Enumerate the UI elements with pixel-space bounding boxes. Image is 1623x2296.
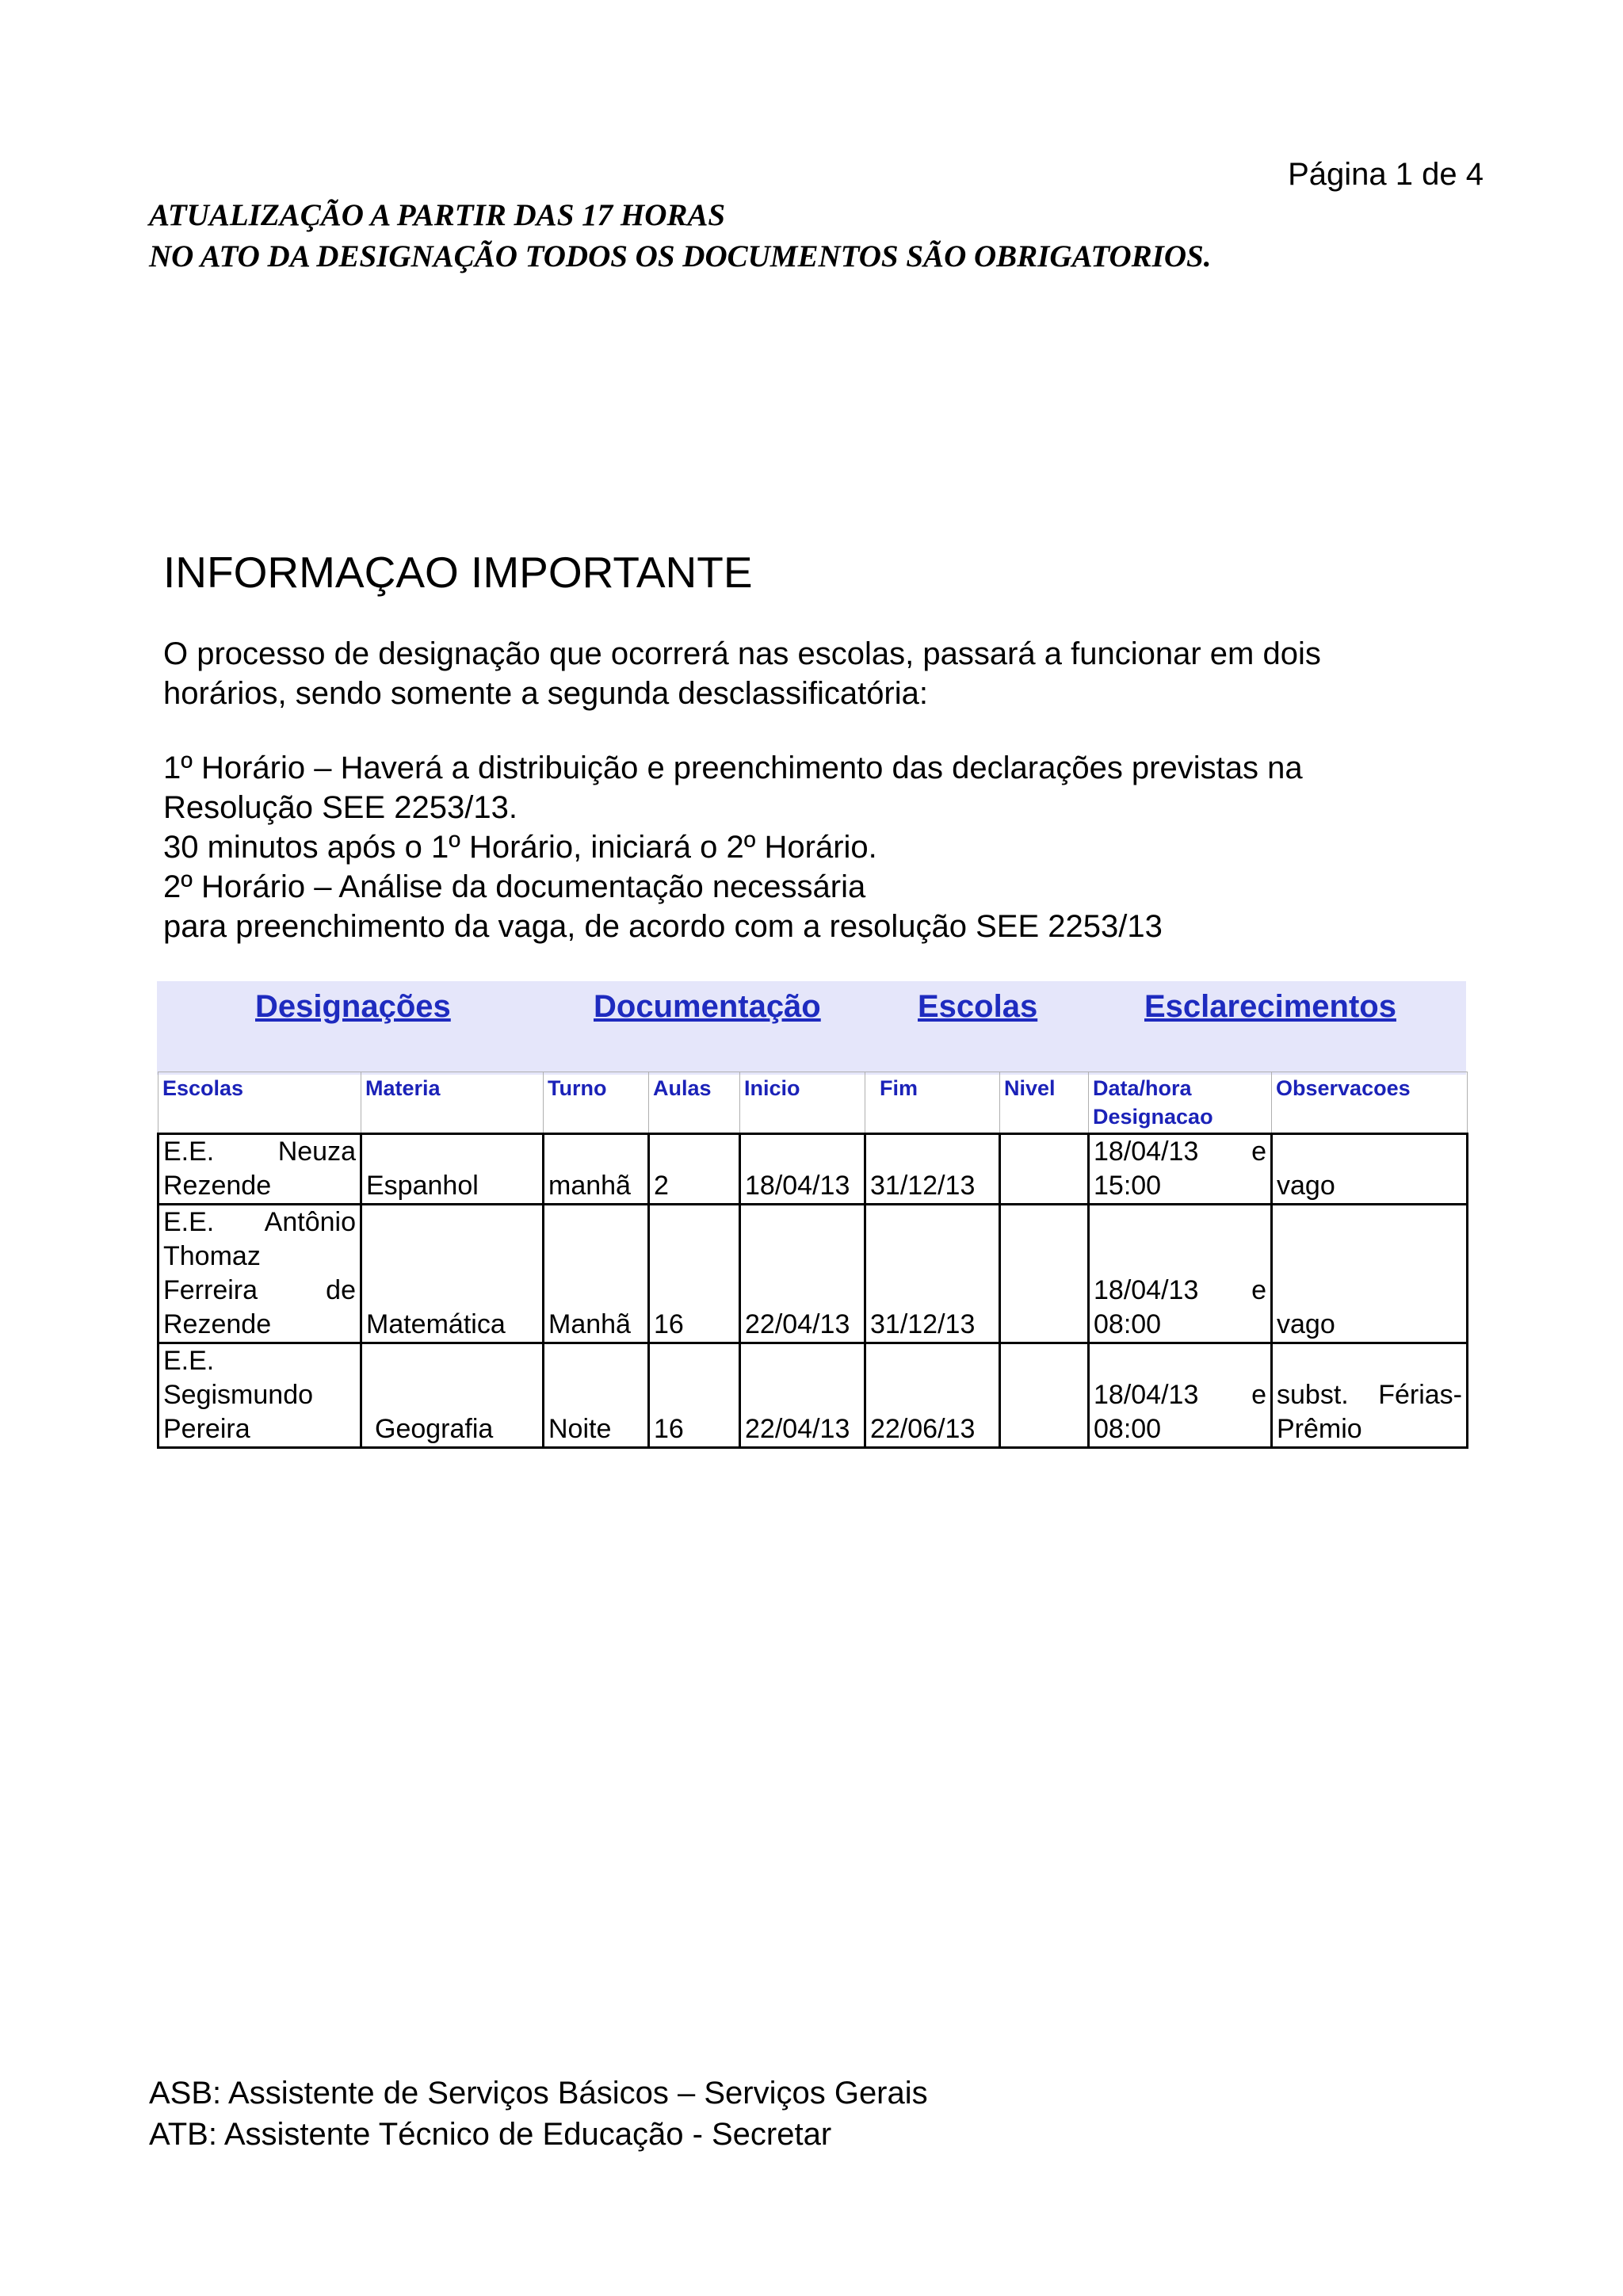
info-paragraph-2-line-2: Resolução SEE 2253/13. [163,790,517,825]
cell-escola: E.E. Antônio Thomaz Ferreira de Rezende [158,1205,361,1343]
page-number: Página 1 de 4 [1288,157,1484,192]
vacancy-table [157,1072,1468,1449]
cell-fim: 31/12/13 [865,1205,1000,1343]
legend-atb: ATB: Assistente Técnico de Educação - Secretar [149,2117,832,2152]
info-body [163,634,1471,946]
cell-fim: 31/12/13 [865,1134,1000,1205]
info-paragraph-1-line-2: horários, sendo somente a segunda desclassificatória: [163,676,928,711]
cell-materia: Matemática [361,1205,544,1343]
cell-nivel [1000,1343,1089,1448]
cell-turno: manhã [544,1134,649,1205]
cell-turno: Noite [544,1343,649,1448]
cell-data-hora: 18/04/13 e 08:00 [1089,1343,1272,1448]
header-data-hora: Data/hora Designacao [1089,1072,1272,1134]
info-paragraph-2-line-4: 2º Horário – Análise da documentação necessária [163,869,866,904]
notice-line-1: ATUALIZAÇÃO A PARTIR DAS 17 HORAS [149,198,726,232]
notice-line-2: NO ATO DA DESIGNAÇÃO TODOS OS DOCUMENTOS SÃO OBRIGATORIOS. [149,239,1212,273]
nav-link-esclarecimentos[interactable]: Esclarecimentos [1144,989,1396,1024]
cell-turno: Manhã [544,1205,649,1343]
header-inicio: Inicio [740,1072,865,1134]
cell-inicio: 18/04/13 [740,1134,865,1205]
table-header-row [158,1072,1468,1134]
cell-escola: E.E. Segismundo Pereira [158,1343,361,1448]
header-aulas: Aulas [649,1072,740,1134]
table-row [158,1205,1468,1343]
cell-materia: Geografia [361,1343,544,1448]
header-turno: Turno [544,1072,649,1134]
info-paragraph-2-line-5: para preenchimento da vaga, de acordo com a resolução SEE 2253/13 [163,909,1163,944]
cell-observacoes: vago [1272,1134,1468,1205]
nav-link-documentacao[interactable]: Documentação [594,989,821,1024]
cell-fim: 22/06/13 [865,1343,1000,1448]
cell-inicio: 22/04/13 [740,1205,865,1343]
header-observacoes: Observacoes [1272,1072,1468,1134]
cell-data-hora: 18/04/13 e 15:00 [1089,1134,1272,1205]
cell-aulas: 16 [649,1205,740,1343]
info-paragraph-1-line-1: O processo de designação que ocorrerá nas escolas, passará a funcionar em dois [163,636,1321,671]
cell-observacoes: subst. Férias- Prêmio [1272,1343,1468,1448]
cell-observacoes: vago [1272,1205,1468,1343]
update-notice [149,195,1211,277]
cell-aulas: 2 [649,1134,740,1205]
footer-legend [149,2073,928,2155]
legend-asb: ASB: Assistente de Serviços Básicos – Serviços Gerais [149,2076,928,2111]
cell-nivel [1000,1205,1089,1343]
info-paragraph-2-line-3: 30 minutos após o 1º Horário, iniciará o 2º Horário. [163,830,877,865]
header-nivel: Nivel [1000,1072,1089,1134]
header-materia: Materia [361,1072,544,1134]
cell-materia: Espanhol [361,1134,544,1205]
cell-data-hora: 18/04/13 e 08:00 [1089,1205,1272,1343]
nav-band [157,981,1466,1075]
header-escolas: Escolas [158,1072,361,1134]
table-row [158,1134,1468,1205]
nav-link-designacoes[interactable]: Designações [255,989,451,1024]
info-paragraph-2-line-1: 1º Horário – Haverá a distribuição e preenchimento das declarações previstas na [163,751,1303,785]
cell-inicio: 22/04/13 [740,1343,865,1448]
header-fim: Fim [865,1072,1000,1134]
cell-aulas: 16 [649,1343,740,1448]
table-row [158,1343,1468,1448]
cell-escola: E.E. Neuza Rezende [158,1134,361,1205]
cell-nivel [1000,1134,1089,1205]
nav-link-escolas[interactable]: Escolas [918,989,1038,1024]
info-title: INFORMAÇAO IMPORTANTE [163,548,753,597]
